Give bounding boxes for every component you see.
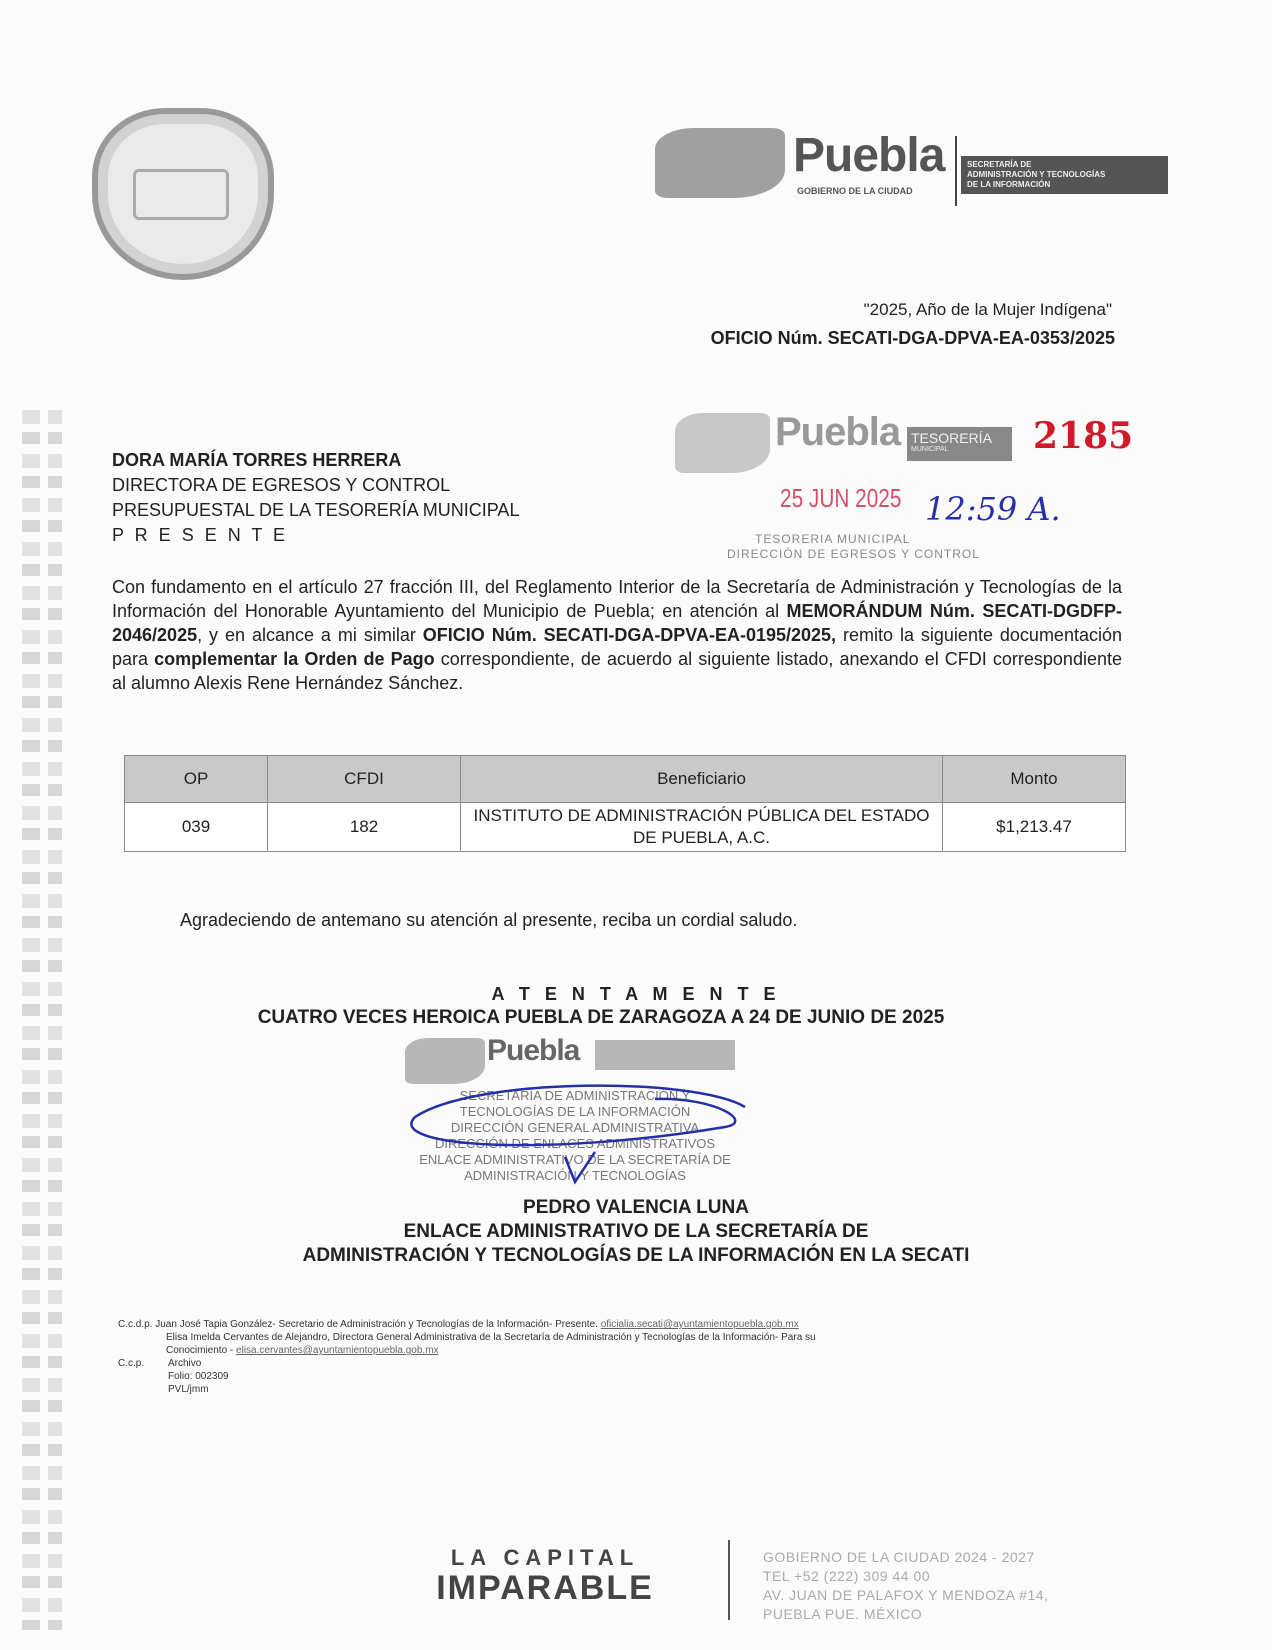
folio: Folio: 002309 bbox=[168, 1371, 229, 1382]
cc-text: Archivo bbox=[168, 1358, 202, 1369]
cell-cfdi: 182 bbox=[268, 803, 461, 852]
body-text: correspondiente, de acuerdo al siguiente listado, anexando el CFDI correspondiente al alumno Alexis Rene Hernández Sánchez. bbox=[112, 649, 1122, 693]
recipient-name: DORA MARÍA TORRES HERRERA bbox=[112, 450, 402, 470]
footer-divider bbox=[728, 1540, 730, 1620]
table-header-row bbox=[125, 756, 1126, 803]
tesoreria-banner bbox=[907, 427, 1012, 461]
signer-title: ENLACE ADMINISTRATIVO DE LA SECRETARÍA DE bbox=[403, 1221, 869, 1242]
cc-text: Elisa Imelda Cervantes de Alejandro, Directora General Administrativa de la Secretaría de Administración y Tecnologías de la Información- Para su bbox=[166, 1332, 816, 1343]
body-paragraph bbox=[112, 575, 1122, 695]
signature-stamp bbox=[395, 1032, 775, 1187]
banner-line: SECRETARÍA DE bbox=[967, 160, 1032, 169]
puebla-emblem-icon bbox=[675, 413, 770, 473]
initials: PVL/jmm bbox=[168, 1384, 209, 1395]
footer-contact bbox=[763, 1548, 1048, 1624]
body-text: remito la siguiente documentación para bbox=[112, 625, 1122, 669]
stamp-line: DIRECCIÓN GENERAL ADMINISTRATIVA bbox=[450, 1120, 700, 1135]
stamp-dept: TESORERIA MUNICIPAL bbox=[755, 532, 911, 546]
banner-sub: MUNICIPAL bbox=[911, 446, 949, 453]
emphasis: complementar la Orden de Pago bbox=[154, 649, 435, 669]
body-text: Con fundamento en el artículo 27 fracción III, del Reglamento Interior de la Secretaría de Administración y Tecnologías de la Información del Honorable Ayuntamiento del Municipio de Puebla; en atención al bbox=[112, 577, 1122, 621]
logo-subtitle: GOBIERNO DE LA CIUDAD bbox=[797, 186, 913, 196]
cc-line bbox=[118, 1344, 1118, 1357]
stamp-line: ENLACE ADMINISTRATIVO DE LA SECRETARÍA DE bbox=[419, 1152, 731, 1167]
stamp-line: DIRECCIÓN DE ENLACES ADMINISTRATIVOS bbox=[434, 1136, 716, 1151]
signer-title: ADMINISTRACIÓN Y TECNOLOGÍAS DE LA INFORMACIÓN EN LA SECATI bbox=[302, 1245, 970, 1266]
recipient-title: PRESUPUESTAL DE LA TESORERÍA MUNICIPAL bbox=[112, 500, 520, 520]
logo-word: Puebla bbox=[775, 410, 901, 454]
payment-table bbox=[124, 755, 1126, 852]
secretaria-banner bbox=[961, 156, 1168, 194]
puebla-secati-logo bbox=[655, 118, 1175, 208]
cc-line bbox=[118, 1318, 1118, 1331]
footer-slogan bbox=[395, 1545, 695, 1605]
logo-word: Puebla bbox=[487, 1034, 580, 1067]
handwritten-signature bbox=[395, 1077, 775, 1187]
cell-beneficiario: INSTITUTO DE ADMINISTRACIÓN PÚBLICA DEL ESTADO DE PUEBLA, A.C. bbox=[461, 803, 943, 852]
closing-text: Agradeciendo de antemano su atención al presente, reciba un cordial saludo. bbox=[180, 910, 798, 930]
received-time-handwritten: 12:59 A. bbox=[925, 490, 1061, 528]
received-stamp bbox=[675, 405, 1145, 570]
cc-line bbox=[118, 1357, 1118, 1370]
banner-line: ADMINISTRACIÓN Y TECNOLOGÍAS bbox=[967, 170, 1106, 179]
footer-address: PUEBLA PUE. MÉXICO bbox=[763, 1606, 923, 1622]
header-cfdi: CFDI bbox=[268, 756, 461, 803]
puebla-emblem-icon bbox=[655, 128, 785, 198]
stamp-line: ADMINISTRACIÓN Y TECNOLOGÍAS bbox=[464, 1168, 686, 1183]
banner-line: DE LA INFORMACIÓN bbox=[967, 180, 1051, 189]
cc-text: Conocimiento - bbox=[166, 1345, 234, 1356]
cc-text: Juan José Tapia González- Secretario de Administración y Tecnologías de la Información- Presente. bbox=[155, 1319, 598, 1330]
signer-name: PEDRO VALENCIA LUNA bbox=[523, 1197, 749, 1218]
footer-tel: TEL +52 (222) 309 44 00 bbox=[763, 1568, 931, 1584]
folio-number: 2185 bbox=[1033, 415, 1134, 457]
atentamente: A T E N T A M E N T E bbox=[491, 984, 781, 1004]
stamp-line: SECRETARÍA DE ADMINISTRACIÓN Y bbox=[459, 1088, 691, 1103]
city-seal-logo bbox=[92, 108, 274, 280]
oficio-ref: OFICIO Núm. SECATI-DGA-DPVA-EA-0195/2025, bbox=[422, 625, 837, 645]
body-text: , y en alcance a mi similar bbox=[197, 625, 423, 645]
logo-banner bbox=[595, 1040, 735, 1070]
email-link[interactable]: elisa.cervantes@ayuntamientopuebla.gob.mx bbox=[236, 1345, 439, 1356]
footer-gov: GOBIERNO DE LA CIUDAD 2024 - 2027 bbox=[763, 1549, 1035, 1565]
logo-word: Puebla bbox=[793, 129, 945, 182]
divider bbox=[955, 136, 957, 206]
footer-address: AV. JUAN DE PALAFOX Y MENDOZA #14, bbox=[763, 1587, 1049, 1603]
recipient-title: DIRECTORA DE EGRESOS Y CONTROL bbox=[112, 475, 451, 495]
signer-block bbox=[0, 1196, 1272, 1268]
email-link[interactable]: oficialia.secati@ayuntamientopuebla.gob.mx bbox=[600, 1319, 799, 1330]
banner-text: TESORERÍA bbox=[911, 430, 992, 446]
stamp-line: TECNOLOGÍAS DE LA INFORMACIÓN bbox=[459, 1104, 691, 1119]
recipient-block bbox=[112, 448, 519, 548]
presente: P R E S E N T E bbox=[112, 525, 289, 545]
table-row bbox=[125, 803, 1126, 852]
stamp-dept: DIRECCIÓN DE EGRESOS Y CONTROL bbox=[727, 547, 980, 561]
cell-monto: $1,213.47 bbox=[943, 803, 1126, 852]
slogan-line2: IMPARABLE bbox=[436, 1569, 654, 1607]
cc-label: C.c.d.p. bbox=[118, 1319, 153, 1330]
memo-ref: MEMORÁNDUM Núm. SECATI-DGDFP-2046/2025 bbox=[112, 601, 1122, 645]
header-beneficiario: Beneficiario bbox=[461, 756, 943, 803]
place-date: CUATRO VECES HEROICA PUEBLA DE ZARAGOZA A 24 DE JUNIO DE 2025 bbox=[257, 1007, 945, 1028]
header-op: OP bbox=[125, 756, 268, 803]
oficio-number: OFICIO Núm. SECATI-DGA-DPVA-EA-0353/2025 bbox=[710, 328, 1115, 348]
cell-op: 039 bbox=[125, 803, 268, 852]
cc-label: C.c.p. bbox=[118, 1358, 145, 1369]
received-date: 25 JUN 2025 bbox=[780, 483, 902, 513]
year-motto: "2025, Año de la Mujer Indígena" bbox=[863, 300, 1112, 319]
slogan-line1: LA CAPITAL bbox=[450, 1545, 640, 1570]
header-monto: Monto bbox=[943, 756, 1126, 803]
cc-block bbox=[118, 1318, 1118, 1396]
